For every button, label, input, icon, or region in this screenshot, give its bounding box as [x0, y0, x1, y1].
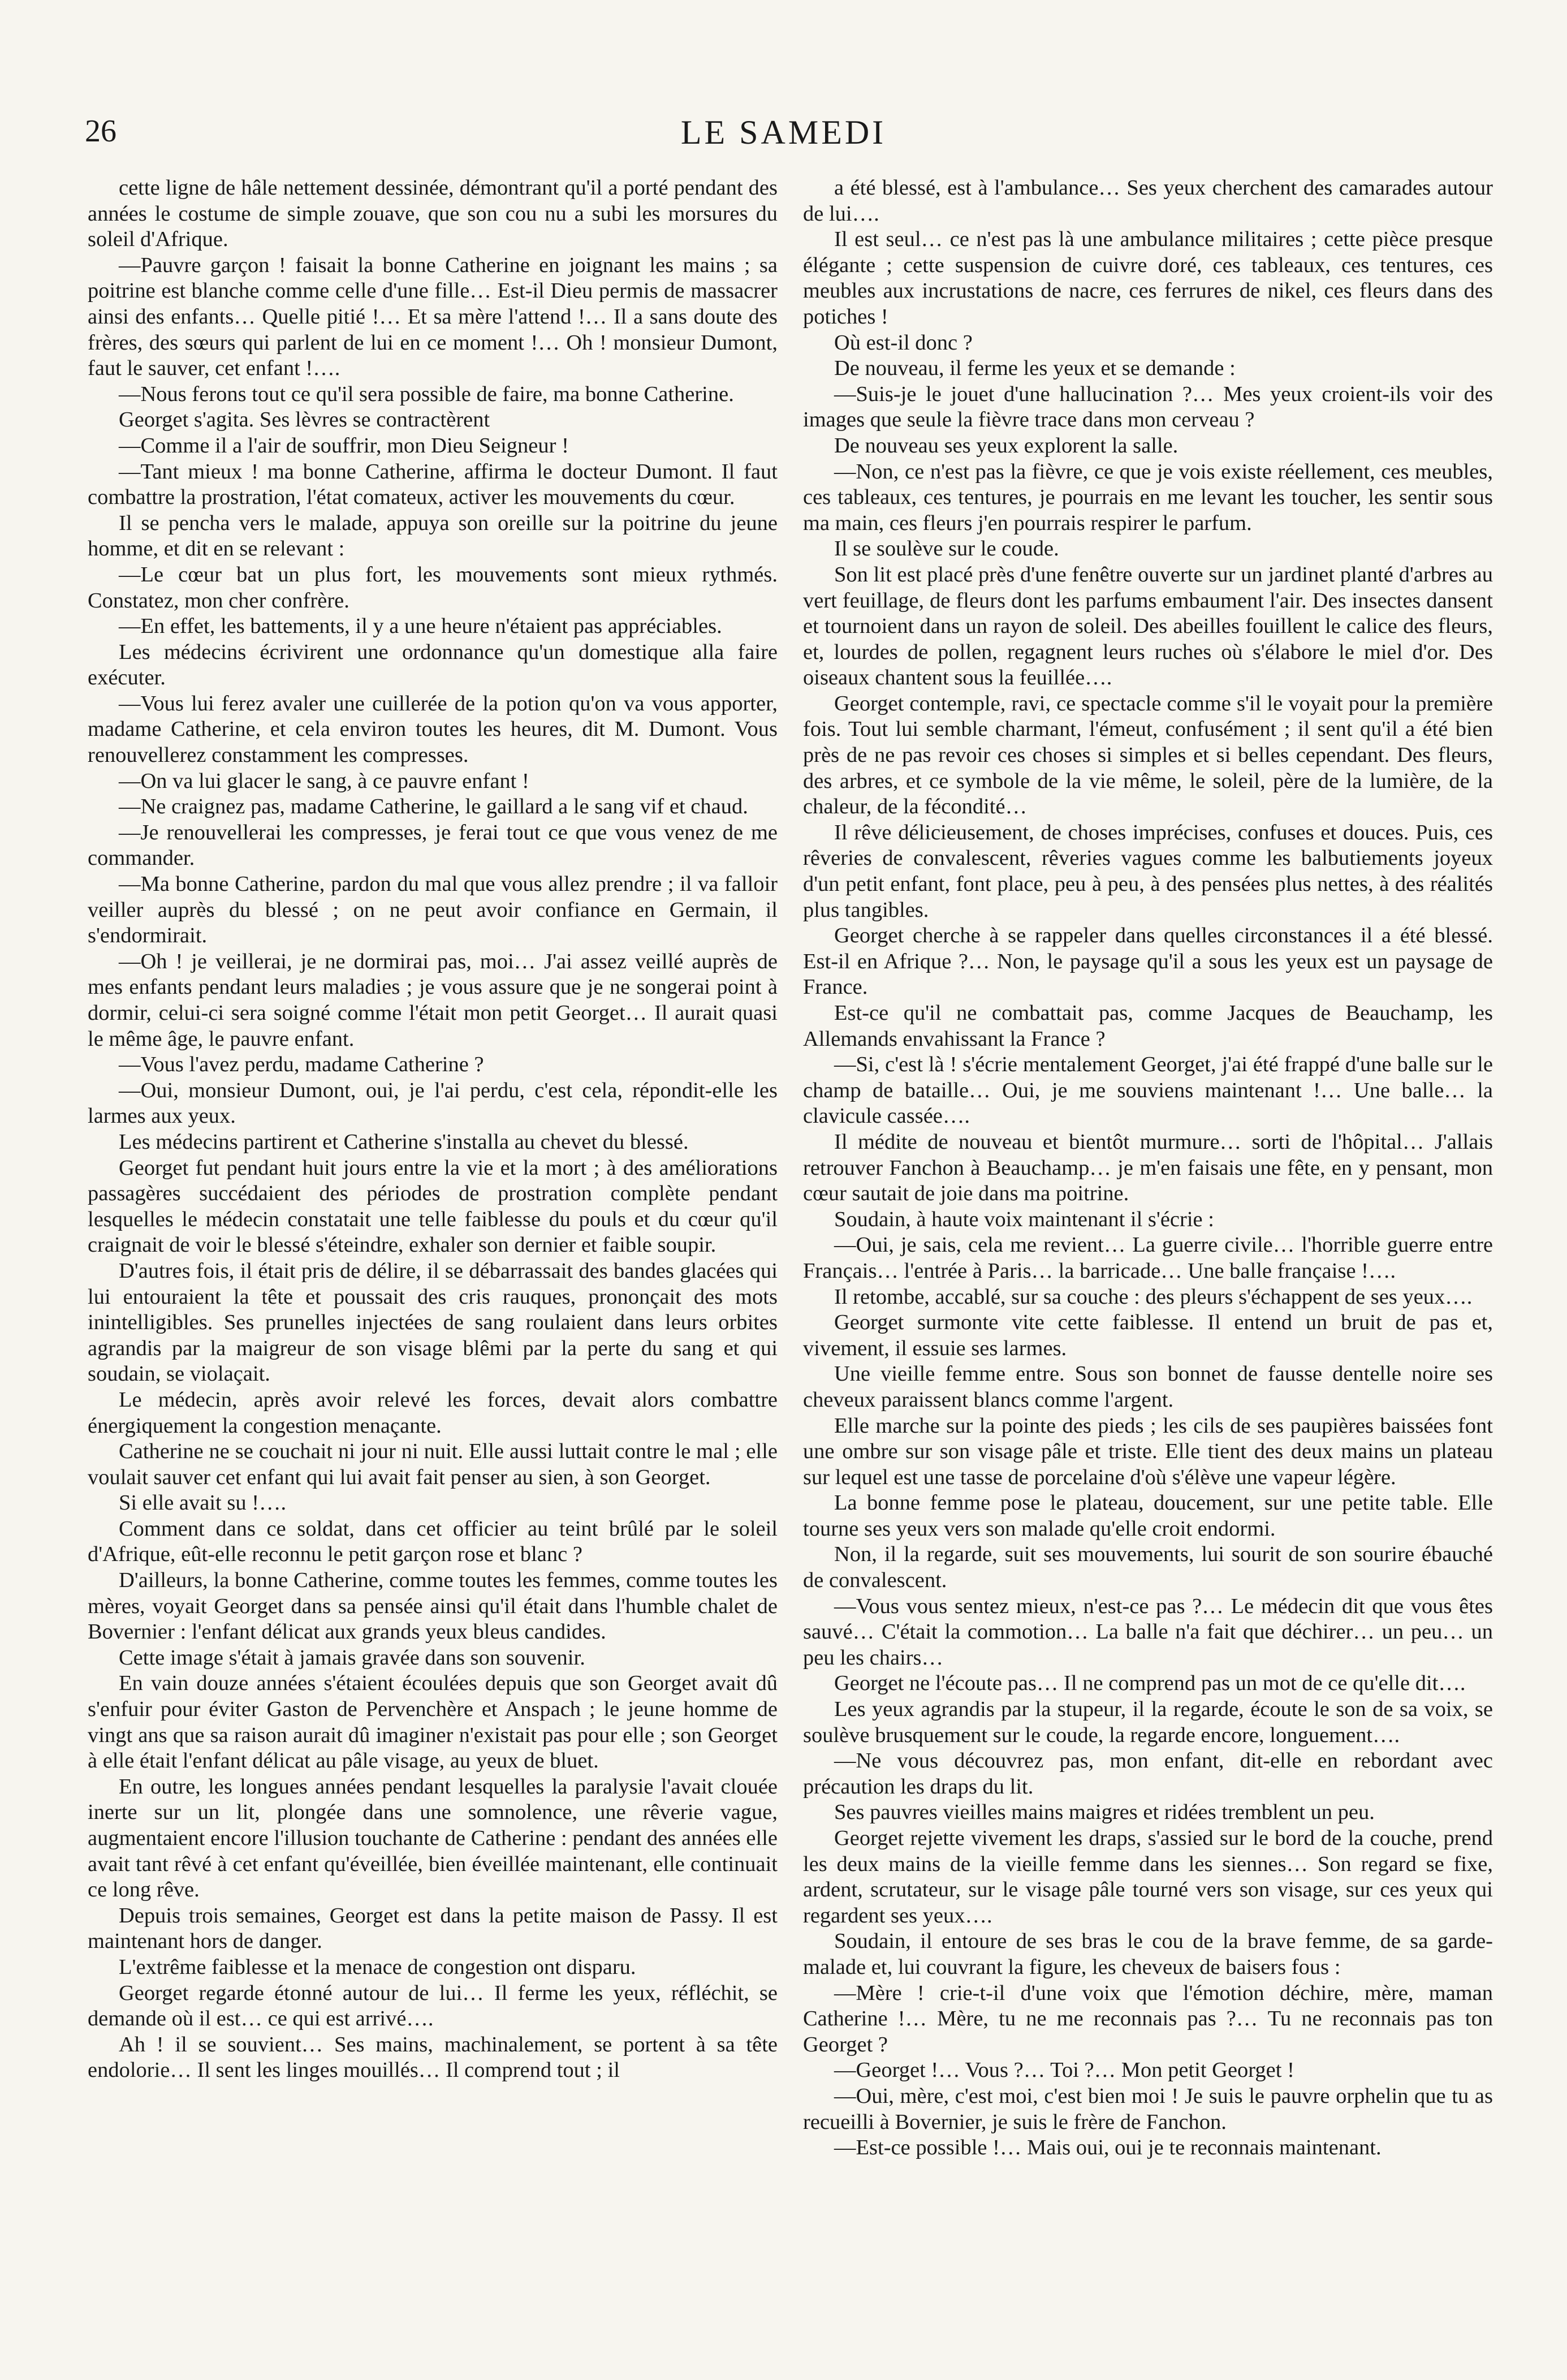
paragraph: Est-ce qu'il ne combattait pas, comme Jacques de Beauchamp, les Allemands envahissant la France ? — [803, 1001, 1493, 1051]
paragraph: Son lit est placé près d'une fenêtre ouverte sur un jardinet planté d'arbres au vert feuillage, de fleurs dont les parfums embaument l'air. Des insectes dansent et tournoient dans un rayon de soleil. Des abeilles fouillent le calice des fleurs, et, lourdes de pollen, regagnent leurs ruches où s'élabore le miel d'or. Des oiseaux chantent sous la feuillée…. — [803, 562, 1493, 690]
paragraph: Les yeux agrandis par la stupeur, il la regarde, écoute le son de sa voix, se soulève brusquement sur le coude, la regarde encore, longuement…. — [803, 1697, 1493, 1747]
paragraph: De nouveau ses yeux explorent la salle. — [834, 433, 1179, 458]
paragraph: Cette image s'était à jamais gravée dans son souvenir. — [119, 1645, 585, 1670]
paragraph: D'ailleurs, la bonne Catherine, comme toutes les femmes, comme toutes les mères, voyait Georget dans sa pensée ainsi qu'il était dans l'humble chalet de Bovernier : l'enfant délicat aux grands yeux bleus candides. — [88, 1568, 778, 1644]
paragraph: D'autres fois, il était pris de délire, il se débarrassait des bandes glacées qui lui entouraient la tête et poussait des cris rauques, prononçait des mots inintelligibles. Ses prunelles injectées de sang roulaient dans leurs orbites agrandis par la maigreur de son visage blêmi par la perte du sang et qui soudain, se violaçait. — [88, 1258, 778, 1386]
paragraph: —Nous ferons tout ce qu'il sera possible de faire, ma bonne Catherine. — [119, 382, 734, 406]
paragraph: Georget contemple, ravi, ce spectacle comme s'il le voyait pour la première fois. Tout lui semble charmant, l'émeut, confusément ; il sent qu'il a été bien près de ne pas revoir ces choses si simples et si belles cependant. Des fleurs, des arbres, et ce symbole de la vie même, le soleil, père de la lumière, de la chaleur, de la fécondité… — [803, 691, 1493, 819]
paragraph: —Ne vous découvrez pas, mon enfant, dit-elle en rebordant avec précaution les draps du lit. — [803, 1749, 1493, 1799]
right-column — [803, 175, 1493, 2161]
paragraph: Ses pauvres vieilles mains maigres et ridées tremblent un peu. — [834, 1800, 1375, 1825]
paragraph: Catherine ne se couchait ni jour ni nuit. Elle aussi luttait contre le mal ; elle voulait sauver cet enfant qui lui avait fait penser au sien, à son Georget. — [88, 1439, 778, 1489]
paragraph: —Georget !… Vous ?… Toi ?… Mon petit Georget ! — [834, 2058, 1294, 2082]
paragraph: Georget s'agita. Ses lèvres se contractèrent — [119, 408, 490, 432]
paragraph: Il rêve délicieusement, de choses imprécises, confuses et douces. Puis, ces rêveries de convalescent, rêveries vagues comme les balbutiements joyeux d'un petit enfant, font place, peu à peu, à des pensées plus nettes, à des réalités plus tangibles. — [803, 820, 1493, 922]
paragraph: Il retombe, accablé, sur sa couche : des pleurs s'échappent de ses yeux…. — [834, 1284, 1473, 1309]
paragraph: cette ligne de hâle nettement dessinée, démontrant qu'il a porté pendant des années le costume de simple zouave, que son cou nu a subi les morsures du soleil d'Afrique. — [88, 176, 778, 252]
left-column — [88, 175, 778, 2084]
paragraph: a été blessé, est à l'ambulance… Ses yeux cherchent des camarades autour de lui…. — [803, 176, 1493, 226]
paragraph: Georget regarde étonné autour de lui… Il ferme les yeux, réfléchit, se demande où il est… ce qui est arrivé…. — [88, 1981, 778, 2031]
paragraph: —Ma bonne Catherine, pardon du mal que vous allez prendre ; il va falloir veiller auprès du blessé ; on ne peut avoir confiance en Germain, il s'endormirait. — [88, 872, 778, 948]
paragraph: Une vieille femme entre. Sous son bonnet de fausse dentelle noire ses cheveux paraissent blancs comme l'argent. — [803, 1362, 1493, 1412]
paragraph: —Oui, monsieur Dumont, oui, je l'ai perdu, c'est cela, répondit-elle les larmes aux yeux. — [88, 1078, 778, 1128]
paragraph: —Comme il a l'air de souffrir, mon Dieu Seigneur ! — [119, 433, 569, 458]
paragraph: Si elle avait su !…. — [119, 1491, 287, 1515]
paragraph: Elle marche sur la pointe des pieds ; les cils de ses paupières baissées font une ombre sur son visage pâle et triste. Elle tient des deux mains un plateau sur lequel est une tasse de porcelaine d'où s'élève une vapeur légère. — [803, 1413, 1493, 1489]
paragraph: —Oui, je sais, cela me revient… La guerre civile… l'horrible guerre entre Français… l'entrée à Paris… la barricade… Une balle française !…. — [803, 1233, 1493, 1283]
paragraph: Il se pencha vers le malade, appuya son oreille sur la poitrine du jeune homme, et dit en se relevant : — [88, 511, 778, 561]
paragraph: Soudain, à haute voix maintenant il s'écrie : — [834, 1207, 1214, 1231]
paragraph: Georget ne l'écoute pas… Il ne comprend pas un mot de ce qu'elle dit…. — [834, 1671, 1466, 1696]
running-title: LE SAMEDI — [680, 114, 887, 151]
paragraph: Georget fut pendant huit jours entre la vie et la mort ; à des améliorations passagères succédaient des périodes de prostration complète pendant lesquelles le médecin constatait une telle faiblesse du pouls et du cœur qu'il craignait de voir le blessé s'éteindre, exhaler son dernier et faible soupir. — [88, 1155, 778, 1257]
paragraph: Depuis trois semaines, Georget est dans la petite maison de Passy. Il est maintenant hors de danger. — [88, 1903, 778, 1954]
paragraph: Georget cherche à se rappeler dans quelles circonstances il a été blessé. Est-il en Afrique ?… Non, le paysage qu'il a sous les yeux est un paysage de France. — [803, 924, 1493, 999]
paragraph: —Non, ce n'est pas la fièvre, ce que je vois existe réellement, ces meubles, ces tableaux, ces tentures, je pourrais en me levant les toucher, les sentir sous ma main, ces fleurs j'en pourrais respirer le parfum. — [803, 459, 1493, 535]
paragraph: Où est-il donc ? — [834, 330, 973, 355]
paragraph: —Oui, mère, c'est moi, c'est bien moi ! Je suis le pauvre orphelin que tu as recueilli à Bovernier, je suis le frère de Fanchon. — [803, 2084, 1493, 2134]
paragraph: Soudain, il entoure de ses bras le cou de la brave femme, de sa garde-malade et, lui couvrant la figure, les cheveux de baisers fous : — [803, 1929, 1493, 1979]
paragraph: —Pauvre garçon ! faisait la bonne Catherine en joignant les mains ; sa poitrine est blanche comme celle d'une fille… Est-il Dieu permis de massacrer ainsi des enfants… Quelle pitié !… Et sa mère l'attend !… Il a sans doute des frères, des sœurs qui parlent de lui en ce moment !… Oh ! monsieur Dumont, faut le sauver, cet enfant !…. — [88, 253, 778, 381]
paragraph: —Si, c'est là ! s'écrie mentalement Georget, j'ai été frappé d'une balle sur le champ de bataille… Oui, je me souviens maintenant !… Une balle… la clavicule cassée…. — [803, 1053, 1493, 1128]
paragraph: Le médecin, après avoir relevé les forces, devait alors combattre énergiquement la congestion menaçante. — [88, 1387, 778, 1438]
paragraph: L'extrême faiblesse et la menace de congestion ont disparu. — [119, 1955, 636, 1979]
paragraph: —En effet, les battements, il y a une heure n'étaient pas appréciables. — [119, 614, 722, 639]
paragraph: —Est-ce possible !… Mais oui, oui je te reconnais maintenant. — [834, 2136, 1382, 2160]
page-header — [85, 113, 1482, 153]
paragraph: Il se soulève sur le coude. — [834, 537, 1059, 561]
paragraph: —Vous l'avez perdu, madame Catherine ? — [119, 1053, 484, 1077]
paragraph: Georget surmonte vite cette faiblesse. Il entend un bruit de pas et, vivement, il essuie ses larmes. — [803, 1310, 1493, 1360]
paragraph: En outre, les longues années pendant lesquelles la paralysie l'avait clouée inerte sur un lit, plongée dans une somnolence, une rêverie vague, augmentaient encore l'illusion touchante de Catherine : pendant des années elle avait tant rêvé à cet enfant qu'éveillée, bien éveillée maintenant, elle continuait ce long rêve. — [88, 1774, 778, 1902]
page-number: 26 — [85, 114, 116, 149]
paragraph: —On va lui glacer le sang, à ce pauvre enfant ! — [119, 769, 529, 793]
paragraph: Georget rejette vivement les draps, s'assied sur le bord de la couche, prend les deux mains de la vieille femme dans les siennes… Son regard se fixe, ardent, scrutateur, sur le visage pâle tourné vers son visage, sur ces yeux qui regardent ses yeux…. — [803, 1826, 1493, 1928]
paragraph: De nouveau, il ferme les yeux et se demande : — [834, 356, 1236, 381]
paragraph: En vain douze années s'étaient écoulées depuis que son Georget avait dû s'enfuir pour éviter Gaston de Pervenchère et Anspach ; le jeune homme de vingt ans que sa raison aurait dû imaginer n'existait pas pour elle ; son Georget à elle était l'enfant délicat au pâle visage, au yeux de bluet. — [88, 1671, 778, 1773]
paragraph: Il est seul… ce n'est pas là une ambulance militaires ; cette pièce presque élégante ; cette suspension de cuivre doré, ces tableaux, ces tentures, ces meubles aux incrustations de nacre, ces ferrures de nikel, ces fleurs dans des potiches ! — [803, 227, 1493, 329]
paragraph: —Mère ! crie-t-il d'une voix que l'émotion déchire, mère, maman Catherine !… Mère, tu ne me reconnais pas ?… Tu ne reconnais pas ton Georget ? — [803, 1981, 1493, 2056]
paragraph: Ah ! il se souvient… Ses mains, machinalement, se portent à sa tête endolorie… Il sent les linges mouillés… Il comprend tout ; il — [88, 2032, 778, 2082]
paragraph: —Je renouvellerai les compresses, je ferai tout ce que vous venez de me commander. — [88, 820, 778, 870]
paragraph: Il médite de nouveau et bientôt murmure… sorti de l'hôpital… J'allais retrouver Fanchon à Beauchamp… je m'en faisais une fête, en y pensant, mon cœur sautait de joie dans ma poitrine. — [803, 1129, 1493, 1206]
paragraph: —Oh ! je veillerai, je ne dormirai pas, moi… J'ai assez veillé auprès de mes enfants pendant leurs maladies ; je vous assure que je ne songerai point à dormir, celui-ci sera soigné comme l'était mon petit Georget… Il aurait quasi le même âge, le pauvre enfant. — [88, 949, 778, 1051]
paragraph: —Le cœur bat un plus fort, les mouvements sont mieux rythmés. Constatez, mon cher confrère. — [88, 562, 778, 613]
paragraph: —Vous vous sentez mieux, n'est-ce pas ?… Le médecin dit que vous êtes sauvé… C'était la commotion… La balle n'a fait que déchirer… un peu… un peu les chairs… — [803, 1594, 1493, 1670]
paragraph: —Ne craignez pas, madame Catherine, le gaillard a le sang vif et chaud. — [119, 795, 748, 819]
paragraph: —Vous lui ferez avaler une cuillerée de la potion qu'on va vous apporter, madame Catherine, et cela environ toutes les heures, dit M. Dumont. Vous renouvellerez constamment les compresses. — [88, 691, 778, 768]
paragraph: Les médecins écrivirent une ordonnance qu'un domestique alla faire exécuter. — [88, 640, 778, 690]
paragraph: —Suis-je le jouet d'une hallucination ?… Mes yeux croient-ils voir des images que seule la fièvre trace dans mon cerveau ? — [803, 382, 1493, 432]
paragraph: Comment dans ce soldat, dans cet officier au teint brûlé par le soleil d'Afrique, eût-elle reconnu le petit garçon rose et blanc ? — [88, 1516, 778, 1567]
paragraph: La bonne femme pose le plateau, doucement, sur une petite table. Elle tourne ses yeux vers son malade qu'elle croit endormi. — [803, 1491, 1493, 1541]
paragraph: —Tant mieux ! ma bonne Catherine, affirma le docteur Dumont. Il faut combattre la prostration, l'état comateux, activer les mouvements du cœur. — [88, 459, 778, 510]
paragraph: Non, il la regarde, suit ses mouvements, lui sourit de son sourire ébauché de convalescent. — [803, 1542, 1493, 1593]
paragraph: Les médecins partirent et Catherine s'installa au chevet du blessé. — [119, 1129, 689, 1154]
